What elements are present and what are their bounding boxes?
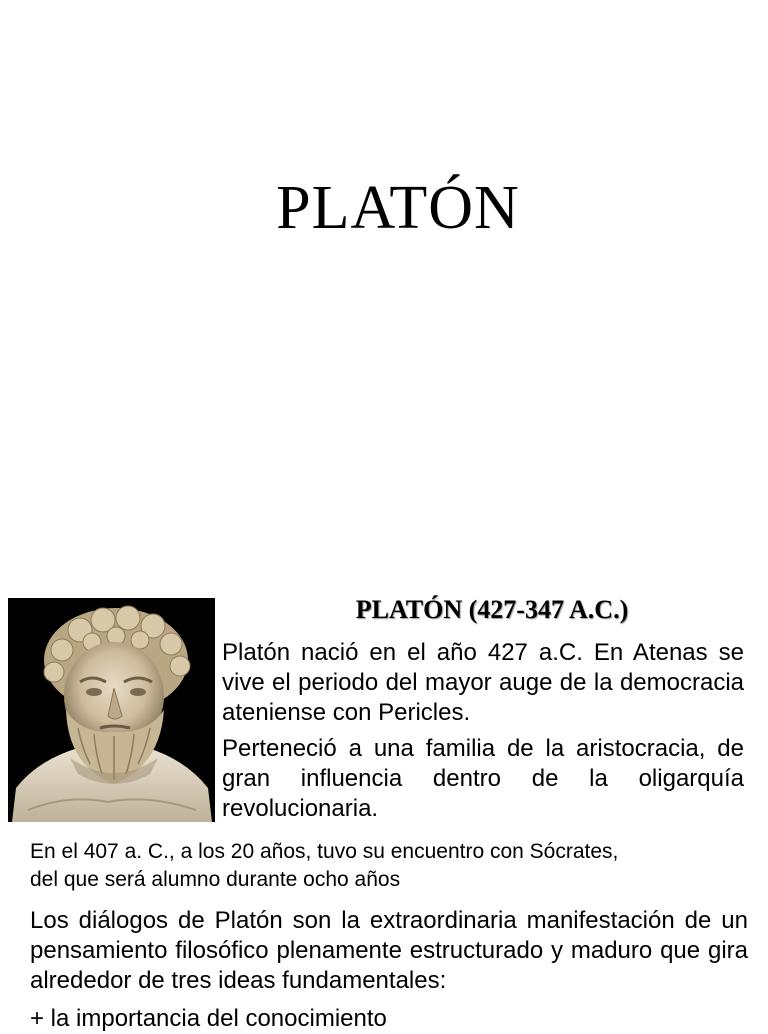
idea-bullet-1: + la importancia del conocimiento [30, 1005, 387, 1032]
family-paragraph: Perteneció a una familia de la aristocracia, de gran influencia dentro de la oligarquía revolucionaria. [222, 735, 744, 822]
socrates-line-1: En el 407 a. C., a los 20 años, tuvo su encuentro con Sócrates, [30, 840, 619, 863]
slide-title: PLATÓN [276, 174, 520, 242]
section-heading: PLATÓN (427-347 A.C.) [355, 595, 629, 624]
socrates-paragraph [30, 838, 760, 894]
plato-bust-image [8, 598, 215, 822]
dialogues-paragraph: Los diálogos de Platón son la extraordinaria manifestación de un pensamiento filosófico plenamente estructurado y maduro que gira alrededor de tres ideas fundamentales: [30, 907, 748, 994]
socrates-line-2: del que será alumno durante ocho años [30, 868, 401, 891]
birth-paragraph: Platón nació en el año 427 a.C. En Atenas se vive el periodo del mayor auge de la democracia ateniense con Pericles. [222, 639, 744, 726]
